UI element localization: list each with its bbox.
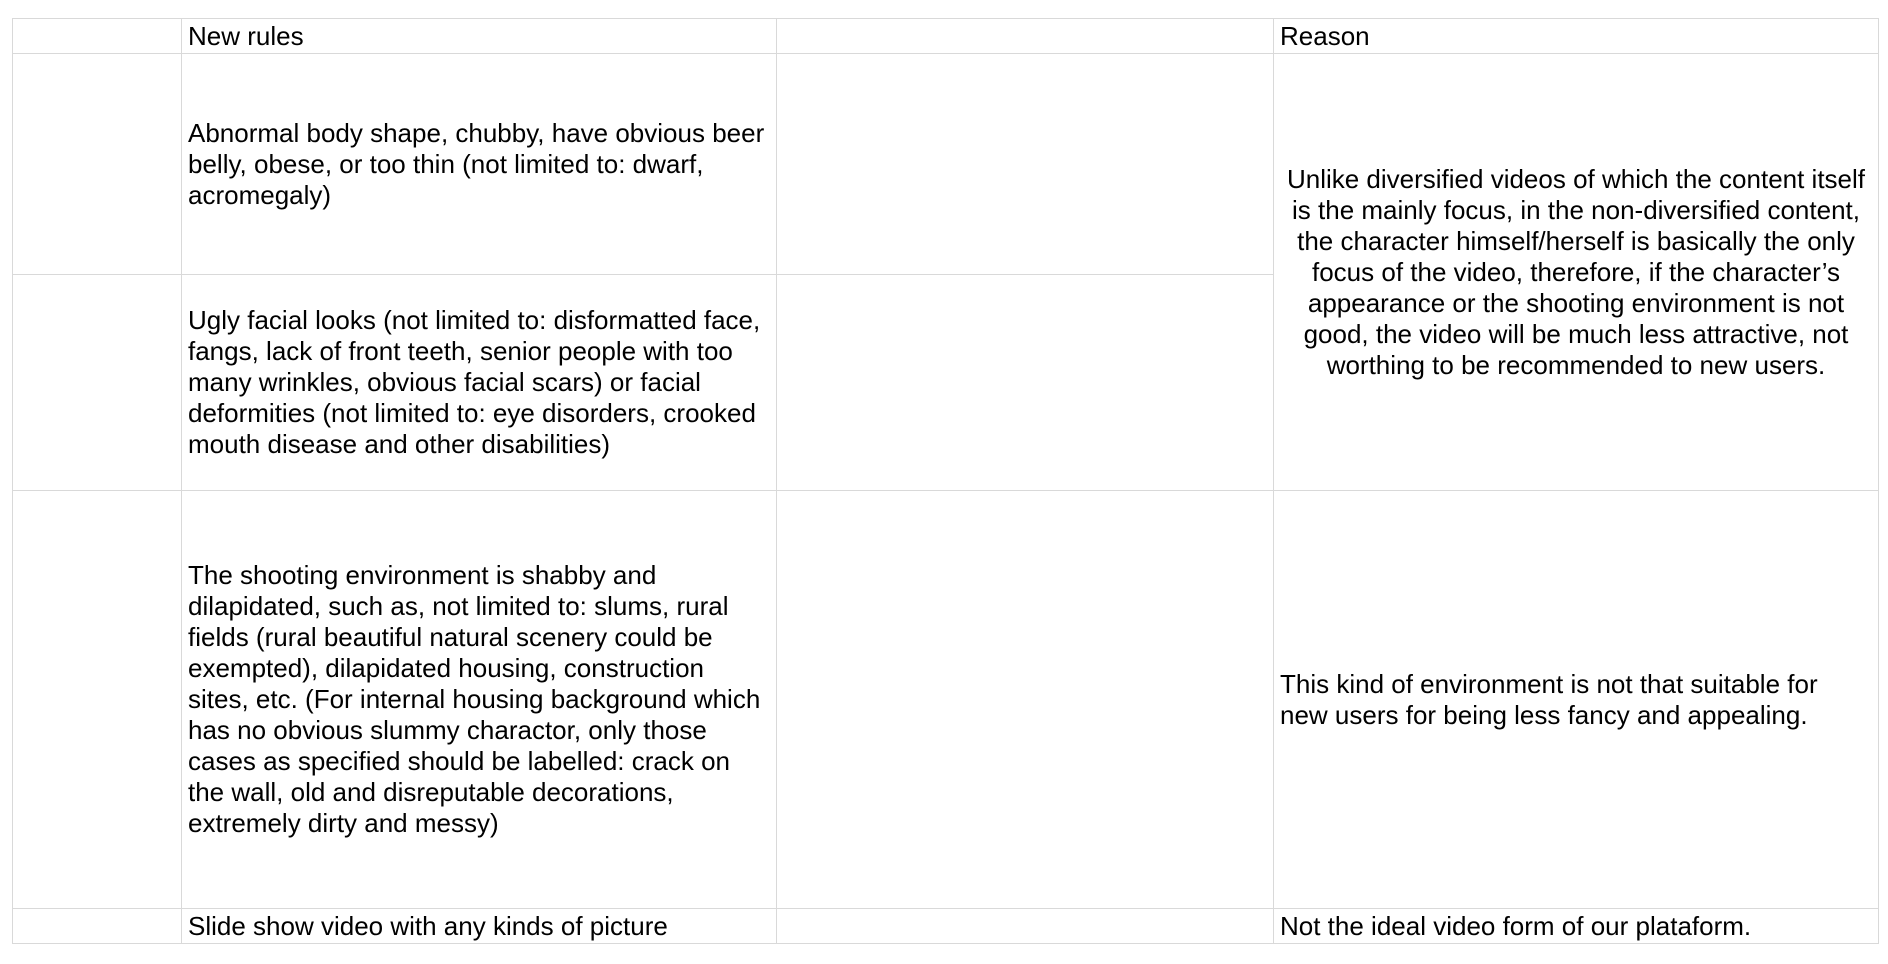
header-cell-1[interactable] [13, 19, 182, 54]
row-4-cell-1[interactable] [13, 909, 182, 944]
reason-environment[interactable]: This kind of environment is not that suitable for new users for being less fancy and appealing. [1274, 491, 1879, 909]
header-row [13, 19, 1879, 54]
row-1-cell-3[interactable] [777, 54, 1274, 275]
rules-table [12, 18, 1879, 944]
reason-appearance[interactable]: Unlike diversified videos of which the content itself is the mainly focus, in the non-diversified content, the character himself/herself is basically the only focus of the video, therefore, if the character’s appearance or the shooting environment is not good, the video will be much less attractive, not worthing to be recommended to new users. [1274, 54, 1879, 491]
row-3-cell-1[interactable] [13, 491, 182, 909]
table-row [13, 909, 1879, 944]
row-2-cell-1[interactable] [13, 275, 182, 491]
rule-body-shape[interactable]: Abnormal body shape, chubby, have obvious beer belly, obese, or too thin (not limited to: dwarf, acromegaly) [182, 54, 777, 275]
table-row [13, 491, 1879, 909]
rule-facial-looks[interactable]: Ugly facial looks (not limited to: disformatted face, fangs, lack of front teeth, senior people with too many wrinkles, obvious facial scars) or facial deformities (not limited to: eye disorders, crooked mouth disease and other disabilities) [182, 275, 777, 491]
rule-slide-show[interactable]: Slide show video with any kinds of picture [182, 909, 777, 944]
row-2-cell-3[interactable] [777, 275, 1274, 491]
header-cell-3[interactable] [777, 19, 1274, 54]
row-4-cell-3[interactable] [777, 909, 1274, 944]
table-row [13, 54, 1879, 275]
reason-slide-show[interactable]: Not the ideal video form of our plataform. [1274, 909, 1879, 944]
header-new-rules[interactable]: New rules [182, 19, 777, 54]
row-3-cell-3[interactable] [777, 491, 1274, 909]
row-1-cell-1[interactable] [13, 54, 182, 275]
rule-shooting-environment[interactable]: The shooting environment is shabby and dilapidated, such as, not limited to: slums, rural fields (rural beautiful natural scenery could be exempted), dilapidated housing, construction sites, etc. (For internal housing background which has no obvious slummy charactor, only those cases as specified should be labelled: crack on the wall, old and disreputable decorations, extremely dirty and messy) [182, 491, 777, 909]
header-reason[interactable]: Reason [1274, 19, 1879, 54]
